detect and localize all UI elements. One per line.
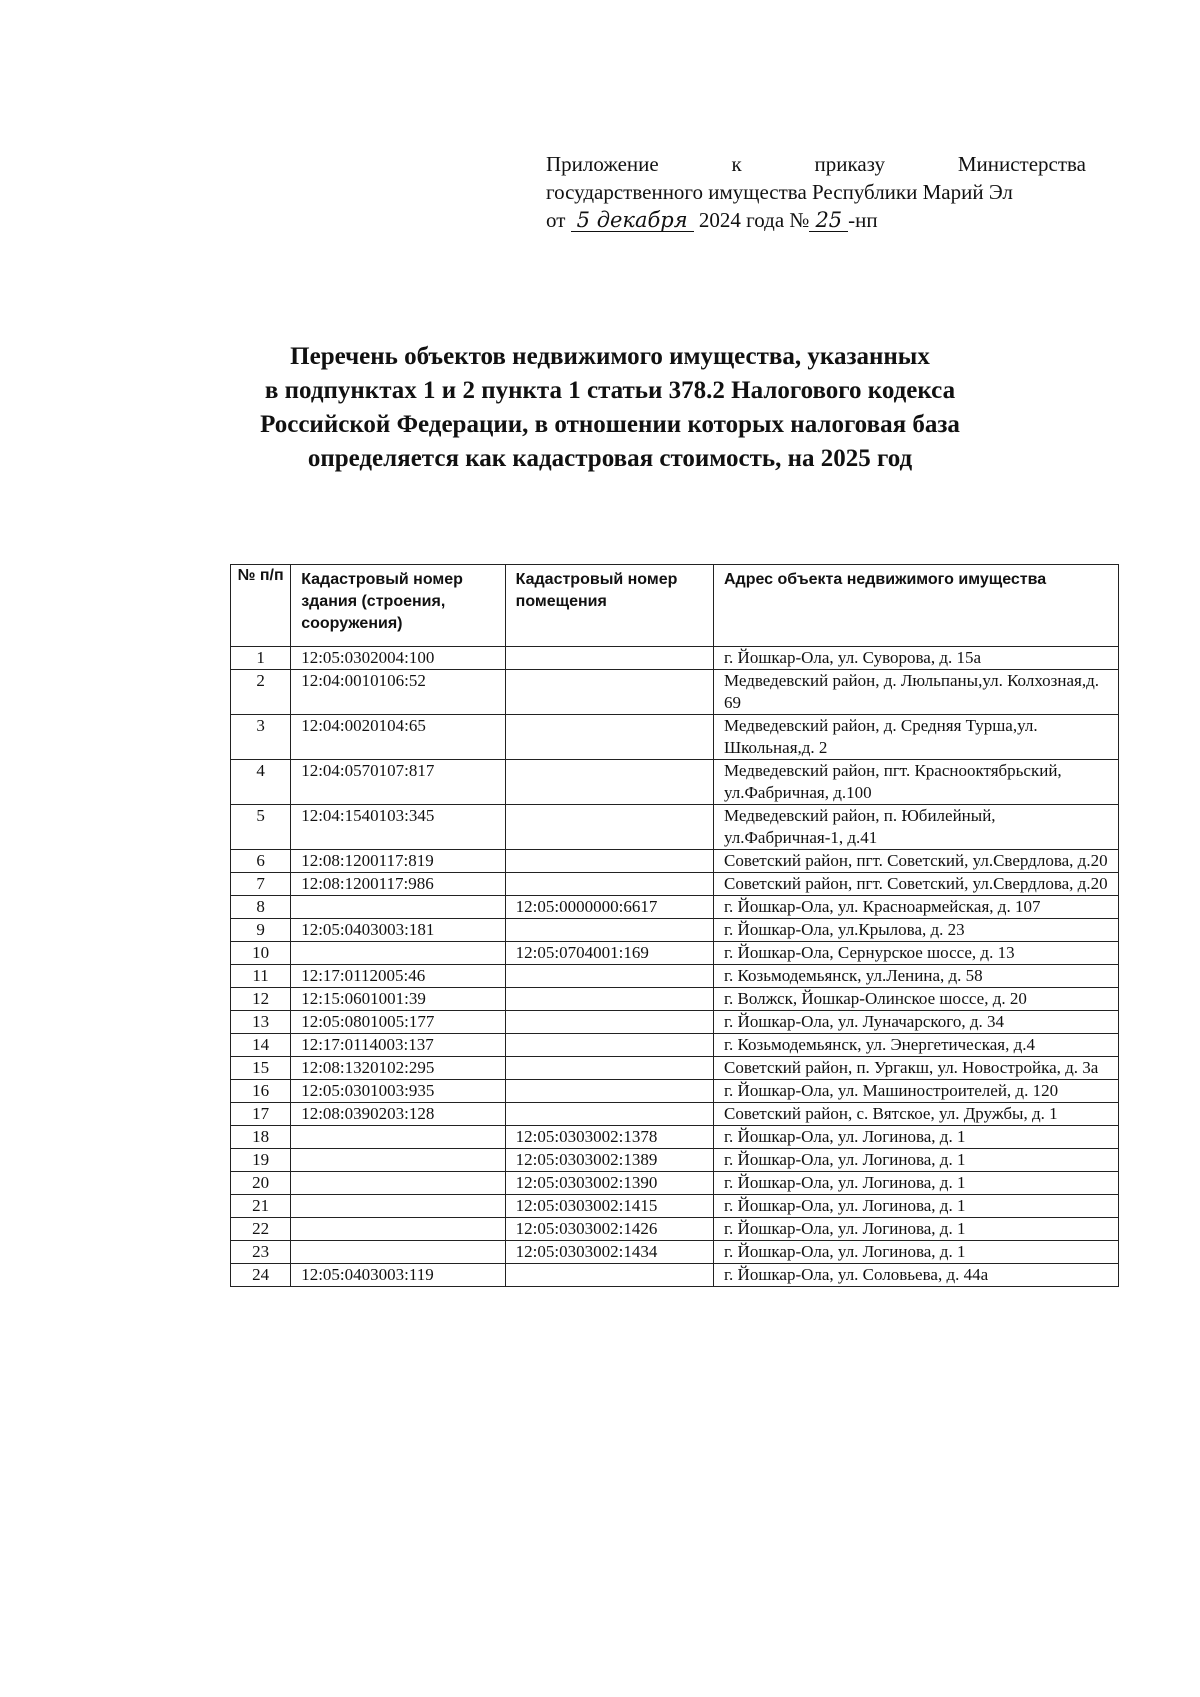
- row-number: 3: [231, 715, 291, 760]
- handwritten-number: 25: [809, 209, 848, 232]
- table-row: [231, 760, 1119, 805]
- row-number: 18: [231, 1126, 291, 1149]
- building-cadastral-number: [291, 1195, 505, 1218]
- object-address: г. Йошкар-Ола, ул. Луначарского, д. 34: [714, 1011, 1119, 1034]
- building-cadastral-number: [291, 1149, 505, 1172]
- object-address: Советский район, с. Вятское, ул. Дружбы, д. 1: [714, 1103, 1119, 1126]
- table-row: [231, 1011, 1119, 1034]
- building-cadastral-number: 12:04:0020104:65: [291, 715, 505, 760]
- object-address: г. Йошкар-Ола, ул. Красноармейская, д. 107: [714, 896, 1119, 919]
- object-address: Медведевский район, п. Юбилейный, ул.Фабричная-1, д.41: [714, 805, 1119, 850]
- object-address: Советский район, пгт. Советский, ул.Свердлова, д.20: [714, 850, 1119, 873]
- row-number: 22: [231, 1218, 291, 1241]
- object-address: г. Йошкар-Ола, ул. Суворова, д. 15а: [714, 647, 1119, 670]
- table-row: [231, 1218, 1119, 1241]
- row-number: 7: [231, 873, 291, 896]
- row-number: 12: [231, 988, 291, 1011]
- building-cadastral-number: [291, 1172, 505, 1195]
- row-number: 15: [231, 1057, 291, 1080]
- row-number: 14: [231, 1034, 291, 1057]
- table-body: [231, 647, 1119, 1287]
- row-number: 5: [231, 805, 291, 850]
- table-row: [231, 896, 1119, 919]
- room-cadastral-number: [505, 1011, 713, 1034]
- object-address: Медведевский район, д. Люльпаны,ул. Колхозная,д. 69: [714, 670, 1119, 715]
- building-cadastral-number: [291, 896, 505, 919]
- row-number: 20: [231, 1172, 291, 1195]
- row-number: 9: [231, 919, 291, 942]
- title-line: определяется как кадастровая стоимость, на 2025 год: [307, 445, 913, 472]
- table-row: [231, 670, 1119, 715]
- appendix-word: приказу: [814, 152, 886, 176]
- object-address: г. Йошкар-Ола, ул. Логинова, д. 1: [714, 1126, 1119, 1149]
- building-cadastral-number: 12:05:0403003:119: [291, 1264, 505, 1287]
- row-number: 13: [231, 1011, 291, 1034]
- room-cadastral-number: [505, 760, 713, 805]
- room-cadastral-number: [505, 873, 713, 896]
- appendix-word: к: [731, 152, 742, 176]
- building-cadastral-number: 12:05:0801005:177: [291, 1011, 505, 1034]
- object-address: г. Йошкар-Ола, ул. Логинова, д. 1: [714, 1172, 1119, 1195]
- room-cadastral-number: 12:05:0000000:6617: [505, 896, 713, 919]
- building-cadastral-number: 12:08:1200117:986: [291, 873, 505, 896]
- appendix-word: Приложение: [546, 152, 659, 176]
- object-address: Медведевский район, д. Средняя Турша,ул. Школьная,д. 2: [714, 715, 1119, 760]
- object-address: г. Йошкар-Ола, ул. Логинова, д. 1: [714, 1241, 1119, 1264]
- room-cadastral-number: [505, 670, 713, 715]
- table-row: [231, 1264, 1119, 1287]
- table-row: [231, 850, 1119, 873]
- room-cadastral-number: 12:05:0303002:1390: [505, 1172, 713, 1195]
- table-row: [231, 647, 1119, 670]
- building-cadastral-number: [291, 1218, 505, 1241]
- object-address: г. Волжск, Йошкар-Олинское шоссе, д. 20: [714, 988, 1119, 1011]
- building-cadastral-number: [291, 1126, 505, 1149]
- row-number: 1: [231, 647, 291, 670]
- object-address: Советский район, пгт. Советский, ул.Свердлова, д.20: [714, 873, 1119, 896]
- building-cadastral-number: 12:15:0601001:39: [291, 988, 505, 1011]
- row-number: 2: [231, 670, 291, 715]
- object-address: г. Йошкар-Ола, ул. Машиностроителей, д. 120: [714, 1080, 1119, 1103]
- building-cadastral-number: 12:04:0570107:817: [291, 760, 505, 805]
- table-row: [231, 1149, 1119, 1172]
- property-table: [230, 564, 1119, 1287]
- table-row: [231, 805, 1119, 850]
- room-cadastral-number: 12:05:0303002:1434: [505, 1241, 713, 1264]
- building-cadastral-number: 12:08:1320102:295: [291, 1057, 505, 1080]
- year-text: 2024 года №: [698, 208, 810, 232]
- appendix-line-2: государственного имущества Республики Марий Эл: [546, 180, 1013, 204]
- header-number: № п/п: [231, 565, 291, 647]
- row-number: 6: [231, 850, 291, 873]
- table-row: [231, 988, 1119, 1011]
- header-building-cadastral: Кадастровый номер здания (строения, сооружения): [291, 565, 505, 647]
- building-cadastral-number: [291, 1241, 505, 1264]
- row-number: 19: [231, 1149, 291, 1172]
- room-cadastral-number: [505, 715, 713, 760]
- table-row: [231, 1103, 1119, 1126]
- row-number: 8: [231, 896, 291, 919]
- table-row: [231, 919, 1119, 942]
- object-address: г. Козьмодемьянск, ул. Энергетическая, д.4: [714, 1034, 1119, 1057]
- table-row: [231, 1172, 1119, 1195]
- row-number: 10: [231, 942, 291, 965]
- object-address: г. Йошкар-Ола, ул. Соловьева, д. 44а: [714, 1264, 1119, 1287]
- table-row: [231, 1057, 1119, 1080]
- table-row: [231, 1034, 1119, 1057]
- building-cadastral-number: 12:17:0112005:46: [291, 965, 505, 988]
- table-header-row: [231, 565, 1119, 647]
- building-cadastral-number: 12:08:1200117:819: [291, 850, 505, 873]
- object-address: г. Йошкар-Ола, Сернурское шоссе, д. 13: [714, 942, 1119, 965]
- appendix-word: Министерства: [957, 152, 1086, 176]
- building-cadastral-number: 12:05:0302004:100: [291, 647, 505, 670]
- room-cadastral-number: [505, 850, 713, 873]
- title-line: Перечень объектов недвижимого имущества, указанных: [290, 343, 930, 370]
- building-cadastral-number: 12:17:0114003:137: [291, 1034, 505, 1057]
- row-number: 4: [231, 760, 291, 805]
- title-line: в подпунктах 1 и 2 пункта 1 статьи 378.2 Налогового кодекса: [264, 377, 956, 404]
- table-row: [231, 1126, 1119, 1149]
- object-address: г. Козьмодемьянск, ул.Ленина, д. 58: [714, 965, 1119, 988]
- room-cadastral-number: [505, 805, 713, 850]
- object-address: Советский район, п. Ургакш, ул. Новостройка, д. 3а: [714, 1057, 1119, 1080]
- room-cadastral-number: 12:05:0303002:1426: [505, 1218, 713, 1241]
- header-room-cadastral: Кадастровый номер помещения: [505, 565, 713, 647]
- table-row: [231, 715, 1119, 760]
- appendix-block: [546, 150, 1086, 234]
- room-cadastral-number: [505, 988, 713, 1011]
- building-cadastral-number: 12:05:0301003:935: [291, 1080, 505, 1103]
- object-address: г. Йошкар-Ола, ул. Логинова, д. 1: [714, 1218, 1119, 1241]
- room-cadastral-number: [505, 1103, 713, 1126]
- room-cadastral-number: [505, 1034, 713, 1057]
- building-cadastral-number: [291, 942, 505, 965]
- from-label: от: [546, 208, 566, 232]
- room-cadastral-number: [505, 1080, 713, 1103]
- row-number: 21: [231, 1195, 291, 1218]
- room-cadastral-number: [505, 1264, 713, 1287]
- building-cadastral-number: 12:05:0403003:181: [291, 919, 505, 942]
- room-cadastral-number: [505, 965, 713, 988]
- room-cadastral-number: [505, 1057, 713, 1080]
- room-cadastral-number: 12:05:0303002:1415: [505, 1195, 713, 1218]
- table-row: [231, 1195, 1119, 1218]
- building-cadastral-number: 12:08:0390203:128: [291, 1103, 505, 1126]
- table-row: [231, 873, 1119, 896]
- building-cadastral-number: 12:04:0010106:52: [291, 670, 505, 715]
- row-number: 24: [231, 1264, 291, 1287]
- room-cadastral-number: [505, 919, 713, 942]
- room-cadastral-number: 12:05:0303002:1378: [505, 1126, 713, 1149]
- title-line: Российской Федерации, в отношении которых налоговая база: [260, 411, 960, 438]
- object-address: Медведевский район, пгт. Краснооктябрьский, ул.Фабричная, д.100: [714, 760, 1119, 805]
- appendix-line-3: [546, 206, 1086, 234]
- room-cadastral-number: [505, 647, 713, 670]
- table-row: [231, 1241, 1119, 1264]
- handwritten-date: 5 декабря: [571, 209, 694, 232]
- appendix-line-1: [546, 150, 1086, 178]
- room-cadastral-number: 12:05:0303002:1389: [505, 1149, 713, 1172]
- building-cadastral-number: 12:04:1540103:345: [291, 805, 505, 850]
- table-row: [231, 1080, 1119, 1103]
- room-cadastral-number: 12:05:0704001:169: [505, 942, 713, 965]
- row-number: 23: [231, 1241, 291, 1264]
- object-address: г. Йошкар-Ола, ул. Логинова, д. 1: [714, 1149, 1119, 1172]
- object-address: г. Йошкар-Ола, ул.Крылова, д. 23: [714, 919, 1119, 942]
- header-address: Адрес объекта недвижимого имущества: [714, 565, 1119, 647]
- order-suffix: -нп: [848, 208, 878, 232]
- table-row: [231, 942, 1119, 965]
- object-address: г. Йошкар-Ола, ул. Логинова, д. 1: [714, 1195, 1119, 1218]
- document-title: [230, 340, 990, 476]
- table-row: [231, 965, 1119, 988]
- row-number: 11: [231, 965, 291, 988]
- row-number: 16: [231, 1080, 291, 1103]
- row-number: 17: [231, 1103, 291, 1126]
